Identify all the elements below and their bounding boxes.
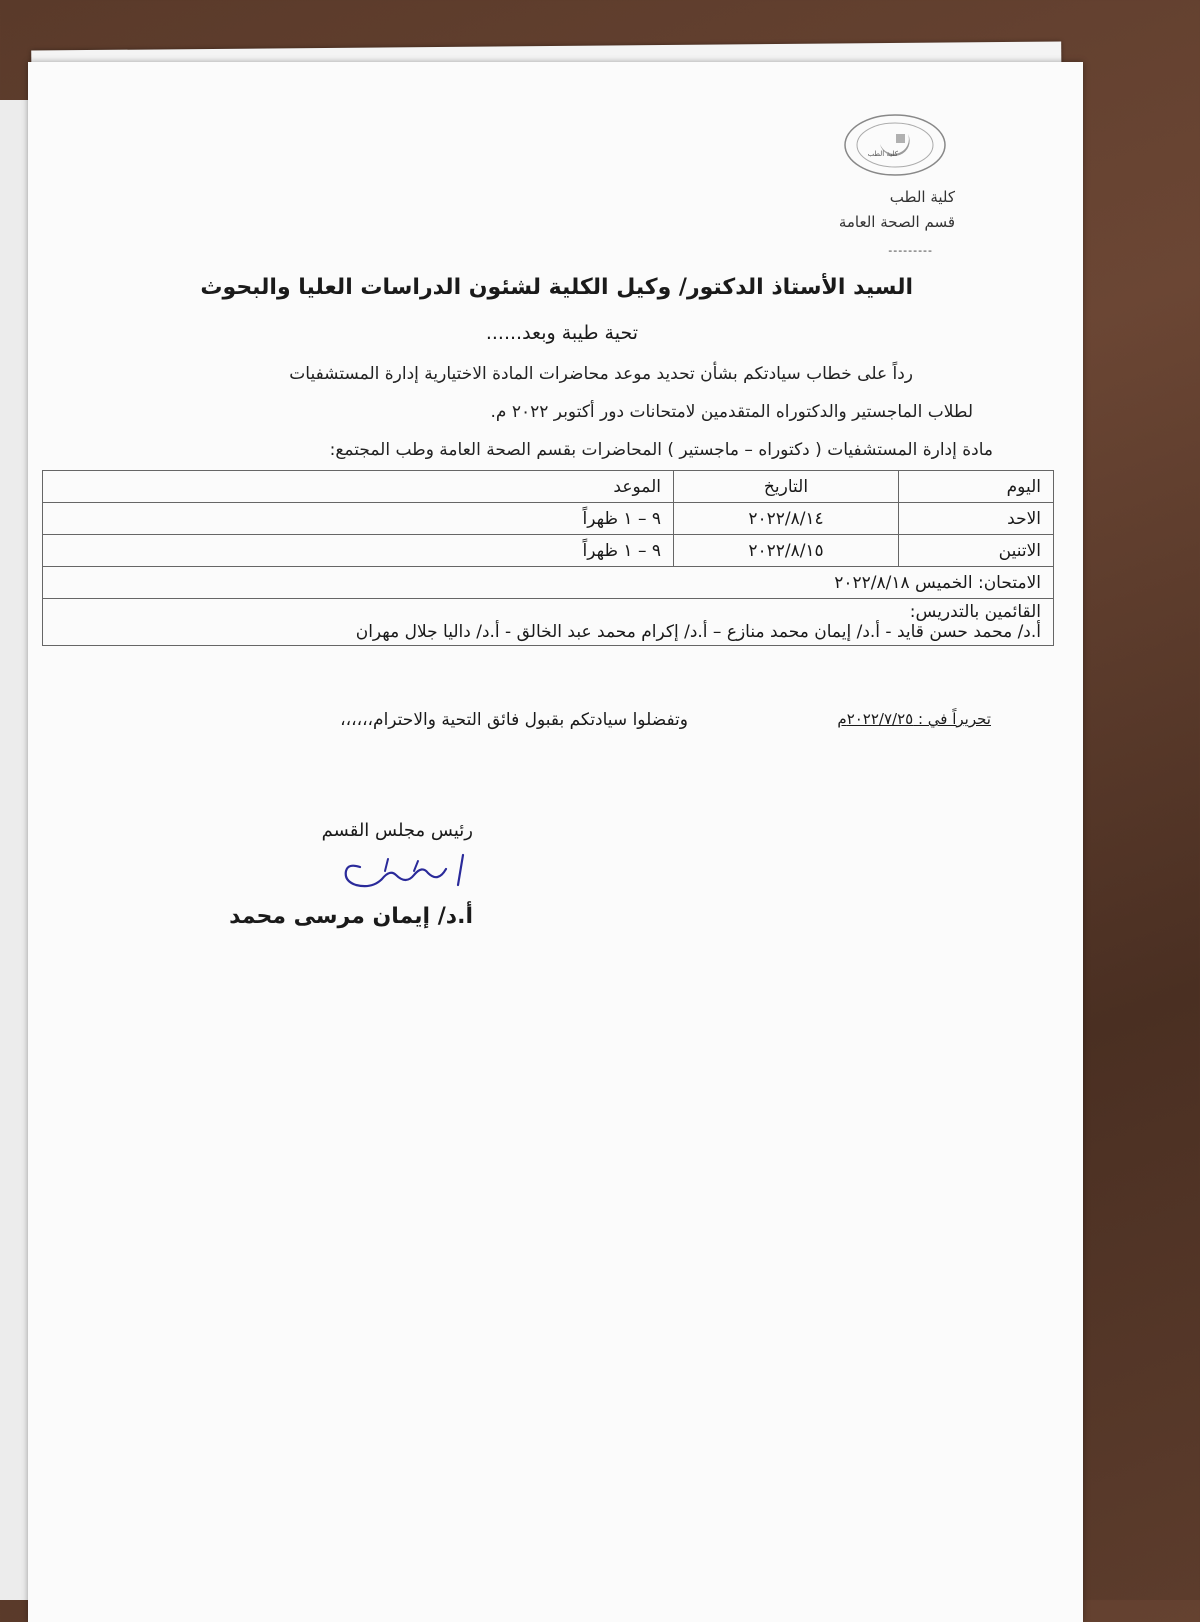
letter-body-line-3: مادة إدارة المستشفيات ( دكتوراه – ماجستير ) المحاضرات بقسم الصحة العامة وطب المجتمع: (329, 440, 993, 460)
row-date: ٢٠٢٢/٨/١٥ (674, 535, 899, 567)
schedule-table (42, 470, 1054, 646)
signatory-name: أ.د/ إيمان مرسى محمد (229, 904, 473, 929)
faculty-name: كلية الطب (889, 188, 955, 206)
handwritten-signature (318, 847, 478, 897)
header-date: التاريخ (674, 471, 899, 503)
table-row (43, 535, 1054, 567)
row-time: ٩ – ١ ظهراً (43, 535, 674, 567)
document-page (28, 62, 1083, 1622)
row-day: الاحد (899, 503, 1054, 535)
header-divider: --------- (888, 244, 933, 257)
faculty-logo-seal (840, 110, 950, 180)
written-date: تحريراً في : ٢٠٢٢/٧/٢٥م (837, 710, 991, 728)
closing-text: وتفضلوا سيادتكم بقبول فائق التحية والاحترام،،،،،، (340, 710, 688, 730)
exam-row (43, 567, 1054, 599)
department-name: قسم الصحة العامة (838, 213, 955, 231)
row-day: الاتنين (899, 535, 1054, 567)
header-day: اليوم (899, 471, 1054, 503)
teachers-names: أ.د/ محمد حسن قايد - أ.د/ إيمان محمد منازع – أ.د/ إكرام محمد عبد الخالق - أ.د/ داليا جلال مهران (355, 622, 1041, 642)
teachers-label: القائمين بالتدريس: (909, 602, 1041, 622)
letter-greeting: تحية طيبة وبعد...... (485, 322, 638, 344)
row-time: ٩ – ١ ظهراً (43, 503, 674, 535)
teachers-row (43, 599, 1054, 646)
table-row (43, 503, 1054, 535)
svg-text:كلية الطب: كلية الطب (867, 150, 898, 158)
header-time: الموعد (43, 471, 674, 503)
exam-date: الامتحان: الخميس ٢٠٢٢/٨/١٨ (43, 567, 1054, 599)
table-header-row (43, 471, 1054, 503)
letter-body-line-1: رداً على خطاب سيادتكم بشأن تحديد موعد محاضرات المادة الاختيارية إدارة المستشفيات (289, 364, 913, 384)
letter-addressee: السيد الأستاذ الدكتور/ وكيل الكلية لشئون الدراسات العليا والبحوث (200, 275, 913, 300)
row-date: ٢٠٢٢/٨/١٤ (674, 503, 899, 535)
letter-body-line-2: لطلاب الماجستير والدكتوراه المتقدمين لامتحانات دور أكتوبر ٢٠٢٢ م. (490, 402, 973, 422)
signatory-title: رئيس مجلس القسم (321, 820, 473, 841)
